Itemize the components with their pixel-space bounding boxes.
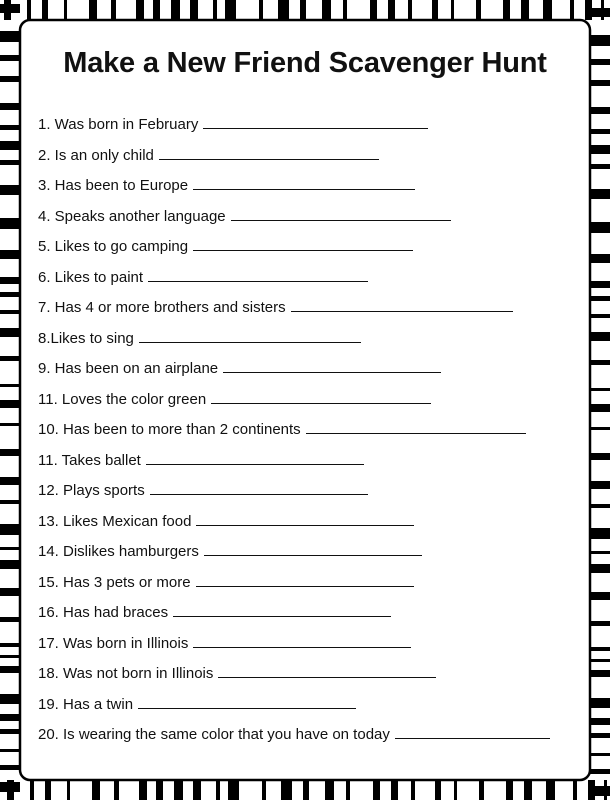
border-stripe <box>0 694 20 704</box>
item-label: 11. Loves the color green <box>38 390 207 408</box>
border-stripe <box>590 592 610 600</box>
list-item <box>38 391 431 409</box>
border-stripe <box>190 0 198 20</box>
item-label: 11. Takes ballet <box>38 451 141 469</box>
border-stripe <box>573 780 577 800</box>
border-stripe <box>590 621 610 626</box>
border-stripe <box>89 0 97 20</box>
list-item <box>38 635 411 653</box>
border-stripe <box>0 277 20 284</box>
border-stripe <box>0 356 20 361</box>
border-stripe <box>370 0 377 20</box>
border-stripe <box>300 0 306 20</box>
border-stripe <box>0 31 20 42</box>
border-stripe <box>590 659 610 662</box>
border-stripe <box>0 292 20 297</box>
answer-blank-line[interactable] <box>159 147 379 160</box>
border-stripe <box>193 780 201 800</box>
border-stripe <box>0 103 20 110</box>
border-stripe <box>322 0 331 20</box>
border-stripe <box>0 328 20 337</box>
border-stripe <box>0 4 20 13</box>
answer-blank-line[interactable] <box>193 177 415 190</box>
border-stripe <box>0 643 20 647</box>
border-stripe <box>0 765 20 770</box>
border-stripe <box>0 588 20 596</box>
border-stripe <box>479 780 484 800</box>
border-stripe <box>590 145 610 154</box>
item-label: 19. Has a twin <box>38 695 134 713</box>
list-item <box>38 299 513 317</box>
border-stripe <box>590 647 610 651</box>
item-label: 14. Dislikes hamburgers <box>38 543 199 560</box>
border-stripe <box>590 129 610 134</box>
list-item <box>38 726 550 744</box>
item-label: 10. Has been to more than 2 continents <box>38 421 301 438</box>
border-stripe <box>432 0 438 20</box>
border-stripe <box>590 8 610 17</box>
border-stripe <box>30 780 34 800</box>
answer-blank-line[interactable] <box>193 635 411 648</box>
item-label: 18. Was not born in Illinois <box>38 665 214 682</box>
answer-blank-line[interactable] <box>173 604 391 617</box>
border-stripe <box>590 453 610 460</box>
list-item <box>38 421 526 439</box>
list-item <box>38 269 368 287</box>
list-item <box>38 360 441 378</box>
list-item <box>38 665 436 683</box>
border-stripe <box>590 164 610 169</box>
item-label: 15. Has 3 pets or more <box>38 573 191 591</box>
border-stripe <box>0 524 20 535</box>
item-label: 16. Has had braces <box>38 604 169 621</box>
border-stripe <box>0 160 20 165</box>
border-stripe <box>0 749 20 752</box>
border-stripe <box>408 0 412 20</box>
border-stripe <box>590 733 610 738</box>
border-stripe <box>524 780 532 800</box>
border-stripe <box>590 718 610 725</box>
item-label: 5. Likes to go camping <box>38 238 189 255</box>
list-item <box>38 513 414 531</box>
list-item <box>38 147 379 165</box>
border-stripe <box>590 360 610 365</box>
item-label: 17. Was born in Illinois <box>38 634 189 652</box>
border-stripe <box>570 0 574 20</box>
border-stripe <box>281 780 292 800</box>
border-stripe <box>156 780 163 800</box>
border-stripe <box>590 698 610 708</box>
border-stripe <box>590 35 610 46</box>
border-stripe <box>590 769 610 774</box>
answer-blank-line[interactable] <box>148 269 368 282</box>
border-stripe <box>278 0 289 20</box>
border-stripe <box>454 780 457 800</box>
border-stripe <box>228 780 239 800</box>
border-stripe <box>388 0 395 20</box>
border-stripe <box>45 780 51 800</box>
border-stripe <box>303 780 309 800</box>
border-stripe <box>114 780 119 800</box>
border-stripe <box>346 780 350 800</box>
border-stripe <box>0 400 20 408</box>
answer-blank-line[interactable] <box>196 513 414 526</box>
border-stripe <box>67 780 70 800</box>
border-stripe <box>451 0 454 20</box>
border-stripe <box>174 780 183 800</box>
answer-blank-line[interactable] <box>146 452 364 465</box>
list-item <box>38 208 451 226</box>
answer-blank-line[interactable] <box>223 360 441 373</box>
border-stripe <box>213 0 217 20</box>
border-stripe <box>0 729 20 734</box>
border-stripe <box>411 780 415 800</box>
border-stripe <box>590 404 610 412</box>
border-stripe <box>503 0 510 20</box>
border-stripe <box>0 500 20 504</box>
border-stripe <box>391 780 398 800</box>
answer-blank-line[interactable] <box>203 116 428 129</box>
border-stripe <box>136 0 144 20</box>
border-stripe <box>590 314 610 318</box>
border-stripe <box>543 0 552 20</box>
border-stripe <box>111 0 116 20</box>
answer-blank-line[interactable] <box>193 238 413 251</box>
border-stripe <box>435 780 441 800</box>
item-label: 12. Plays sports <box>38 482 145 499</box>
border-stripe <box>590 281 610 288</box>
item-label: 6. Likes to paint <box>38 268 144 286</box>
item-label: 4. Speaks another language <box>38 207 226 225</box>
item-label: 8.Likes to sing <box>38 329 134 347</box>
border-stripe <box>0 384 20 387</box>
border-stripe <box>0 218 20 229</box>
item-label: 13. Likes Mexican food <box>38 512 192 530</box>
border-stripe <box>590 481 610 489</box>
border-stripe <box>590 551 610 554</box>
list-item <box>38 604 391 622</box>
border-stripe <box>262 780 266 800</box>
border-stripe <box>0 666 20 673</box>
answer-blank-line[interactable] <box>395 726 550 739</box>
border-stripe <box>546 780 555 800</box>
border-stripe <box>590 80 610 86</box>
border-stripe <box>590 332 610 341</box>
border-stripe <box>590 670 610 677</box>
border-stripe <box>0 185 20 195</box>
border-stripe <box>373 780 380 800</box>
border-stripe <box>0 250 20 259</box>
worksheet-content <box>22 22 588 778</box>
border-stripe <box>0 655 20 658</box>
border-stripe <box>590 753 610 756</box>
list-item <box>38 482 368 500</box>
list-item <box>38 116 428 134</box>
list-item <box>38 574 414 592</box>
border-stripe <box>590 786 610 796</box>
answer-blank-line[interactable] <box>139 330 361 343</box>
border-stripe <box>590 427 610 430</box>
border-stripe <box>0 617 20 622</box>
item-label: 2. Is an only child <box>38 146 154 164</box>
border-stripe <box>216 780 220 800</box>
answer-blank-line[interactable] <box>138 696 356 709</box>
list-item <box>38 177 415 195</box>
border-stripe <box>0 560 20 569</box>
border-stripe <box>92 780 100 800</box>
border-stripe <box>590 296 610 301</box>
border-stripe <box>0 141 20 150</box>
border-stripe <box>0 547 20 550</box>
border-stripe <box>0 714 20 721</box>
item-label: 1. Was born in February <box>38 116 199 133</box>
list-item <box>38 238 413 256</box>
border-stripe <box>42 0 48 20</box>
border-stripe <box>590 107 610 114</box>
border-stripe <box>590 189 610 199</box>
list-item <box>38 330 361 348</box>
border-stripe <box>0 125 20 130</box>
border-stripe <box>139 780 147 800</box>
border-stripe <box>153 0 160 20</box>
border-stripe <box>27 0 31 20</box>
item-label: 9. Has been on an airplane <box>38 360 219 377</box>
item-label: 3. Has been to Europe <box>38 177 189 194</box>
border-stripe <box>476 0 481 20</box>
border-stripe <box>590 254 610 263</box>
answer-blank-line[interactable] <box>306 421 526 434</box>
list-item <box>38 452 364 470</box>
border-stripe <box>521 0 529 20</box>
answer-blank-line[interactable] <box>218 665 436 678</box>
list-item <box>38 543 422 561</box>
answer-blank-line[interactable] <box>231 208 451 221</box>
border-stripe <box>590 528 610 539</box>
border-stripe <box>259 0 263 20</box>
border-stripe <box>64 0 67 20</box>
border-stripe <box>590 59 610 65</box>
border-stripe <box>0 423 20 426</box>
border-stripe <box>590 388 610 391</box>
border-stripe <box>171 0 180 20</box>
border-stripe <box>225 0 236 20</box>
item-label: 7. Has 4 or more brothers and sisters <box>38 299 286 316</box>
border-stripe <box>343 0 347 20</box>
border-stripe <box>590 504 610 508</box>
item-label: 20. Is wearing the same color that you have on today <box>38 726 390 743</box>
border-stripe <box>325 780 334 800</box>
border-stripe <box>0 449 20 456</box>
answer-blank-line[interactable] <box>291 299 513 312</box>
border-stripe <box>0 76 20 82</box>
border-stripe <box>0 55 20 61</box>
answer-blank-line[interactable] <box>204 543 422 556</box>
answer-blank-line[interactable] <box>150 482 368 495</box>
border-stripe <box>590 564 610 573</box>
page-title: Make a New Friend Scavenger Hunt <box>63 47 547 79</box>
border-stripe <box>590 222 610 233</box>
border-stripe <box>0 782 20 792</box>
border-stripe <box>0 477 20 485</box>
border-stripe <box>0 310 20 314</box>
border-stripe <box>506 780 513 800</box>
answer-blank-line[interactable] <box>196 574 414 587</box>
answer-blank-line[interactable] <box>211 391 431 404</box>
list-item <box>38 696 356 714</box>
